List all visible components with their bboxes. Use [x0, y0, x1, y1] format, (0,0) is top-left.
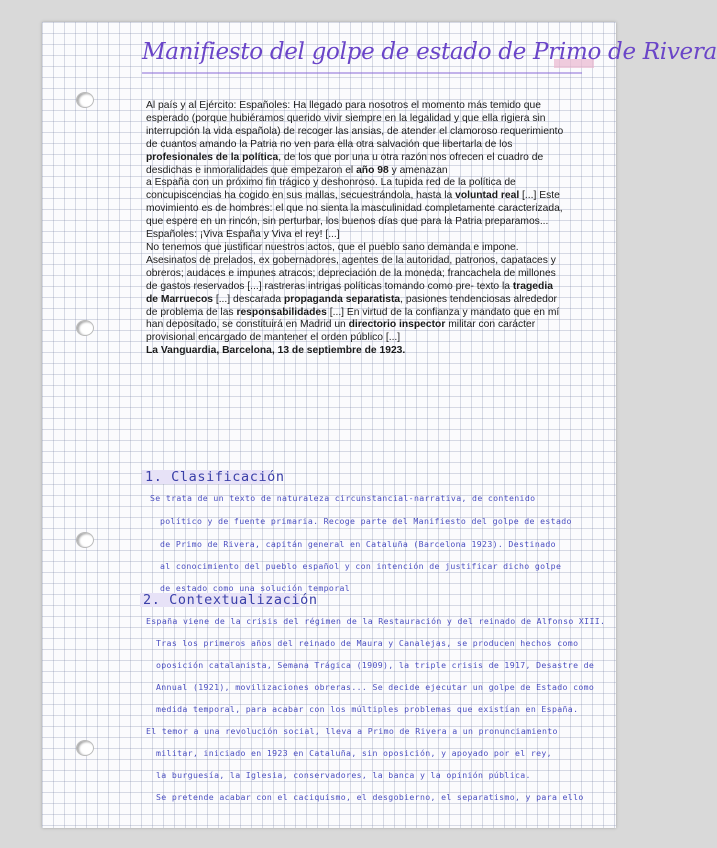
section-heading-clasificacion: 1. Clasificación [145, 469, 285, 485]
manifesto-paragraph-3: Españoles: ¡Viva España y Viva el rey! [...] [146, 229, 340, 241]
manifesto-source: La Vanguardia, Barcelona, 13 de septiembre de 1923. [146, 345, 406, 357]
notes-line: Se trata de un texto de naturaleza circunstancial-narrativa, de contenido [150, 493, 536, 503]
notes-line: Tras los primeros años del reinado de Maura y Canalejas, se producen hechos como [156, 638, 579, 648]
manifesto-paragraph-1: Al país y al Ejército: Españoles: Ha llegado para nosotros el momento más temido que esperado (porque hubiéramos querido vivir siempre en la legalidad y que ella rigiera sin interrupción la vida española) de recoger las ansias, de atender el clamoroso requerimiento de cuantos amando la Patria no ven para ella otra salvación que libertarla de los profesionales de la política, de los que por una u otra razón nos ofrecen el cuadro de desdichas e inmoralidades que empezaron el año 98 y amenazan [146, 100, 564, 176]
notes-line: Se pretende acabar con el caciquismo, el desgobierno, el separatismo, y para ello [156, 792, 584, 802]
manifesto-paragraph-4: No tenemos que justificar nuestros actos, que el pueblo sano demanda e impone. Asesinatos de prelados, ex gobernadores, agentes de la autoridad, patronos, capataces y obreros; audaces e impunes atracos; depreciación de la moneda; francachela de millones de gastos reservados [...] rastreras intrigas políticas tomando como pre- texto la tragedia de Marruecos [...] descarada propaganda separatista, pasiones tendenciosas alrededor de problema de las responsabilidades [...] En virtud de la confianza y mandato que en mí han depositado, se constituirá en Madrid un directorio inspector militar con carácter provisional encargado de mantener el orden público [...] [146, 241, 560, 344]
notes-line: medida temporal, para acabar con los múltiples problemas que existían en España. [156, 704, 579, 714]
title-underline [142, 72, 582, 74]
binder-hole [76, 320, 94, 336]
notes-line: militar, iniciado en 1923 en Cataluña, sin oposición, y apoyado por el rey, [156, 748, 552, 758]
manifesto-text [146, 100, 566, 358]
notes-line: la burguesía, la Iglesia, conservadores, la banca y la opinión pública. [156, 770, 531, 780]
notebook-page [42, 22, 717, 828]
notes-line: Annual (1921), movilizaciones obreras... Se decide ejecutar un golpe de Estado como [156, 682, 595, 692]
page-title: Manifiesto del golpe de estado de Primo de Rivera [142, 39, 717, 65]
binder-hole [76, 532, 94, 548]
notes-line: de estado como una solución temporal [160, 583, 351, 593]
manifesto-paragraph-2: a España con un próximo fin trágico y deshonroso. La tupida red de la política de concupiscencias ha cogido en sus mallas, secuestrándola, hasta la voluntad real [...] Este movimiento es de hombres: el que no sienta la masculinidad completamente caracterizada, que espere en un rincón, sin perturbar, los buenos días que para la Patria preparamos... [146, 177, 563, 228]
notes-line: al conocimiento del pueblo español y con intención de justificar dicho golpe [160, 561, 562, 571]
binder-hole [76, 92, 94, 108]
notes-line: político y de fuente primaria. Recoge parte del Manifiesto del golpe de estado [160, 516, 572, 526]
notes-line: oposición catalanista, Semana Trágica (1909), la triple crisis de 1917, Desastre de [156, 660, 595, 670]
binder-hole [76, 740, 94, 756]
notes-line: de Primo de Rivera, capitán general en Cataluña (Barcelona 1923). Destinado [160, 539, 556, 549]
section-heading-contextualizacion: 2. Contextualización [143, 592, 318, 608]
notes-line: España viene de la crisis del régimen de la Restauración y del reinado de Alfonso XIII. [146, 616, 606, 626]
notes-line: El temor a una revolución social, lleva a Primo de Rivera a un pronunciamiento [146, 726, 558, 736]
